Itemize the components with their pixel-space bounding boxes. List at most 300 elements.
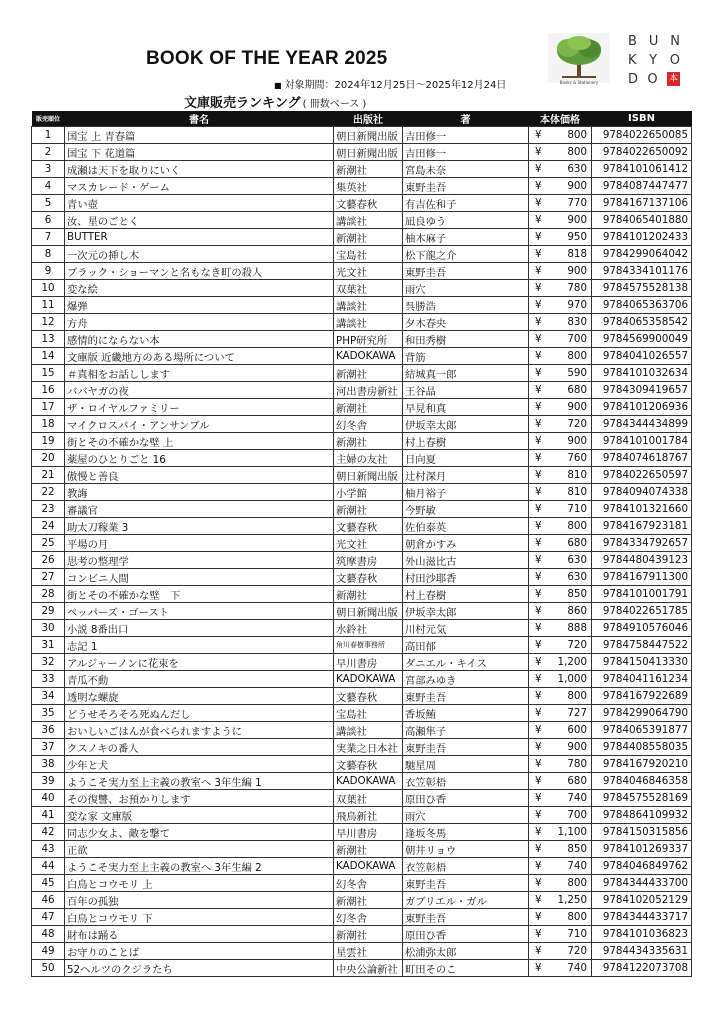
publisher-cell: 文藝春秋 [334, 569, 403, 586]
publisher-cell: 宝島社 [334, 705, 403, 722]
price-amount: 830 [567, 316, 587, 328]
price-cell [529, 535, 592, 552]
author-cell: 外山滋比古 [403, 552, 529, 569]
price-cell [529, 501, 592, 518]
price-cell [529, 892, 592, 909]
publisher-cell: 新潮社 [334, 841, 403, 858]
table-row [32, 943, 692, 960]
price-amount: 900 [567, 265, 587, 277]
author-cell: 原田ひ香 [403, 926, 529, 943]
page-title: BOOK OF THE YEAR 2025 [146, 48, 388, 69]
isbn-cell: 9784150315856 [592, 824, 692, 841]
rank-cell: 11 [32, 297, 65, 314]
currency-symbol: ¥ [535, 146, 542, 158]
table-row [32, 603, 692, 620]
price-cell [529, 195, 592, 212]
price-amount: 600 [567, 724, 587, 736]
author-cell: 松下龍之介 [403, 246, 529, 263]
price-cell [529, 263, 592, 280]
author-cell: 柚月裕子 [403, 484, 529, 501]
isbn-cell: 9784167911300 [592, 569, 692, 586]
title-cell: 一次元の挿し木 [65, 246, 334, 263]
isbn-cell: 9784101202433 [592, 229, 692, 246]
currency-symbol: ¥ [535, 503, 542, 515]
publisher-cell: 新潮社 [334, 501, 403, 518]
isbn-cell: 9784101269337 [592, 841, 692, 858]
period-text: 対象期間：2024年12月25日～2025年12月24日 [284, 80, 507, 91]
price-amount: 700 [567, 333, 587, 345]
publisher-cell: 宝島社 [334, 246, 403, 263]
currency-symbol: ¥ [535, 486, 542, 498]
price-amount: 888 [567, 622, 587, 634]
price-amount: 630 [567, 163, 587, 175]
publisher-cell: 早川書房 [334, 654, 403, 671]
rank-cell: 35 [32, 705, 65, 722]
table-row [32, 467, 692, 484]
title-cell: BUTTER [65, 229, 334, 246]
author-cell: 宮部みゆき [403, 671, 529, 688]
author-cell: 逢坂冬馬 [403, 824, 529, 841]
table-row [32, 348, 692, 365]
author-cell: 馳星周 [403, 756, 529, 773]
publisher-cell: 中央公論新社 [334, 960, 403, 977]
isbn-cell: 9784046846358 [592, 773, 692, 790]
price-amount: 1,000 [557, 673, 587, 685]
price-cell [529, 365, 592, 382]
currency-symbol: ¥ [535, 384, 542, 396]
price-amount: 800 [567, 520, 587, 532]
table-row [32, 722, 692, 739]
currency-symbol: ¥ [535, 163, 542, 175]
table-row [32, 229, 692, 246]
isbn-cell: 9784299064042 [592, 246, 692, 263]
price-amount: 710 [567, 503, 587, 515]
subtitle-note: ( 冊数ベース ) [302, 99, 367, 110]
price-amount: 1,250 [557, 894, 587, 906]
rank-cell: 13 [32, 331, 65, 348]
currency-symbol: ¥ [535, 554, 542, 566]
author-cell: 辻村深月 [403, 467, 529, 484]
isbn-cell: 9784101061412 [592, 161, 692, 178]
table-row [32, 909, 692, 926]
rank-cell: 41 [32, 807, 65, 824]
currency-symbol: ¥ [535, 724, 542, 736]
rank-cell: 1 [32, 127, 65, 144]
price-amount: 630 [567, 554, 587, 566]
title-cell: おいしいごはんが食べられますように [65, 722, 334, 739]
author-cell: 香坂鮪 [403, 705, 529, 722]
price-amount: 900 [567, 180, 587, 192]
currency-symbol: ¥ [535, 588, 542, 600]
price-cell [529, 484, 592, 501]
isbn-cell: 9784167137106 [592, 195, 692, 212]
rank-cell: 25 [32, 535, 65, 552]
price-cell [529, 552, 592, 569]
publisher-cell: 新潮社 [334, 161, 403, 178]
publisher-cell: 水鈴社 [334, 620, 403, 637]
author-cell: 王谷晶 [403, 382, 529, 399]
title-cell: 52ヘルツのクジラたち [65, 960, 334, 977]
isbn-cell: 9784575528138 [592, 280, 692, 297]
title-cell: 思考の整理学 [65, 552, 334, 569]
author-cell: 凪良ゆう [403, 212, 529, 229]
title-cell: ブラック・ショーマンと名もなき町の殺人 [65, 263, 334, 280]
table-row [32, 654, 692, 671]
title-cell: クスノキの番人 [65, 739, 334, 756]
isbn-cell: 9784569900049 [592, 331, 692, 348]
rank-cell: 7 [32, 229, 65, 246]
currency-symbol: ¥ [535, 248, 542, 260]
title-cell: 汝、星のごとく [65, 212, 334, 229]
price-amount: 1,200 [557, 656, 587, 668]
price-cell [529, 127, 592, 144]
publisher-cell: 文藝春秋 [334, 518, 403, 535]
currency-symbol: ¥ [535, 197, 542, 209]
price-amount: 970 [567, 299, 587, 311]
publisher-cell: 講談社 [334, 212, 403, 229]
price-cell [529, 858, 592, 875]
price-amount: 1,100 [557, 826, 587, 838]
price-amount: 710 [567, 928, 587, 940]
price-cell [529, 280, 592, 297]
author-cell: 有吉佐和子 [403, 195, 529, 212]
currency-symbol: ¥ [535, 452, 542, 464]
currency-symbol: ¥ [535, 350, 542, 362]
currency-symbol: ¥ [535, 129, 542, 141]
publisher-cell: 河出書房新社 [334, 382, 403, 399]
table-row [32, 382, 692, 399]
rank-cell: 31 [32, 637, 65, 654]
table-row [32, 688, 692, 705]
currency-symbol: ¥ [535, 809, 542, 821]
price-cell [529, 654, 592, 671]
currency-symbol: ¥ [535, 299, 542, 311]
price-cell [529, 212, 592, 229]
author-cell: 夕木春央 [403, 314, 529, 331]
author-cell: 吉田修一 [403, 127, 529, 144]
price-amount: 630 [567, 571, 587, 583]
author-cell: 今野敏 [403, 501, 529, 518]
isbn-cell: 9784101001791 [592, 586, 692, 603]
table-row [32, 841, 692, 858]
isbn-cell: 9784910576046 [592, 620, 692, 637]
author-cell: 東野圭吾 [403, 688, 529, 705]
table-row [32, 484, 692, 501]
publisher-cell: 新潮社 [334, 399, 403, 416]
rank-cell: 20 [32, 450, 65, 467]
isbn-cell: 9784022651785 [592, 603, 692, 620]
rank-cell: 12 [32, 314, 65, 331]
bunkyodo-logo: B U N K Y O D O 本 [628, 34, 680, 87]
author-cell: 村上春樹 [403, 433, 529, 450]
publisher-cell: 朝日新聞出版 [334, 127, 403, 144]
price-cell [529, 518, 592, 535]
publisher-cell: KADOKAWA [334, 858, 403, 875]
author-cell: 早見和真 [403, 399, 529, 416]
isbn-cell: 9784041161234 [592, 671, 692, 688]
title-cell: 審議官 [65, 501, 334, 518]
table-row [32, 824, 692, 841]
title-cell: マスカレード・ゲーム [65, 178, 334, 195]
currency-symbol: ¥ [535, 622, 542, 634]
title-cell: 同志少女よ、敵を撃て [65, 824, 334, 841]
isbn-cell: 9784480439123 [592, 552, 692, 569]
publisher-cell: 星雲社 [334, 943, 403, 960]
publisher-cell: 小学館 [334, 484, 403, 501]
rank-cell: 2 [32, 144, 65, 161]
isbn-cell: 9784344434899 [592, 416, 692, 433]
isbn-cell: 9784575528169 [592, 790, 692, 807]
table-row [32, 263, 692, 280]
rank-cell: 15 [32, 365, 65, 382]
table-row [32, 195, 692, 212]
price-cell [529, 314, 592, 331]
title-cell: 街とその不確かな壁 上 [65, 433, 334, 450]
table-row [32, 280, 692, 297]
price-amount: 770 [567, 197, 587, 209]
rank-cell: 43 [32, 841, 65, 858]
rank-cell: 16 [32, 382, 65, 399]
rank-cell: 30 [32, 620, 65, 637]
currency-symbol: ¥ [535, 469, 542, 481]
title-cell: どうせそろそろ死ぬんだし [65, 705, 334, 722]
table-row [32, 926, 692, 943]
price-cell [529, 637, 592, 654]
publisher-cell: 新潮社 [334, 892, 403, 909]
title-cell: 方舟 [65, 314, 334, 331]
publisher-cell: 幻冬舎 [334, 416, 403, 433]
publisher-cell: 双葉社 [334, 280, 403, 297]
price-cell [529, 875, 592, 892]
isbn-cell: 9784167922689 [592, 688, 692, 705]
column-header-rank: 販売順位 [32, 111, 65, 127]
price-cell [529, 178, 592, 195]
currency-symbol: ¥ [535, 894, 542, 906]
rank-cell: 8 [32, 246, 65, 263]
currency-symbol: ¥ [535, 605, 542, 617]
title-cell: 変な絵 [65, 280, 334, 297]
isbn-cell: 9784065391877 [592, 722, 692, 739]
publisher-cell: 新潮社 [334, 365, 403, 382]
isbn-cell: 9784167920210 [592, 756, 692, 773]
rank-cell: 10 [32, 280, 65, 297]
title-cell: 国宝 下 花道篇 [65, 144, 334, 161]
author-cell: 朝井リョウ [403, 841, 529, 858]
isbn-cell: 9784334792657 [592, 535, 692, 552]
isbn-cell: 9784434335631 [592, 943, 692, 960]
author-cell: 宮島未奈 [403, 161, 529, 178]
period-line [274, 76, 506, 91]
price-cell [529, 569, 592, 586]
price-cell [529, 722, 592, 739]
rank-cell: 21 [32, 467, 65, 484]
author-cell: 東野圭吾 [403, 178, 529, 195]
isbn-cell: 9784101206936 [592, 399, 692, 416]
author-cell: 呉勝浩 [403, 297, 529, 314]
price-cell [529, 382, 592, 399]
author-cell: 町田そのこ [403, 960, 529, 977]
title-cell: 少年と犬 [65, 756, 334, 773]
publisher-cell: 光文社 [334, 263, 403, 280]
table-row [32, 178, 692, 195]
price-cell [529, 960, 592, 977]
table-row [32, 671, 692, 688]
table-row [32, 433, 692, 450]
rank-cell: 32 [32, 654, 65, 671]
price-amount: 800 [567, 350, 587, 362]
price-amount: 900 [567, 401, 587, 413]
publisher-cell: 早川書房 [334, 824, 403, 841]
title-cell: 成瀬は天下を取りにいく [65, 161, 334, 178]
table-row [32, 314, 692, 331]
title-cell: コンビニ人間 [65, 569, 334, 586]
price-amount: 720 [567, 945, 587, 957]
author-cell: 松浦弥太郎 [403, 943, 529, 960]
rank-cell: 47 [32, 909, 65, 926]
column-header-price: 本体価格 [529, 111, 592, 127]
isbn-cell: 9784041026557 [592, 348, 692, 365]
price-cell [529, 688, 592, 705]
price-amount: 818 [567, 248, 587, 260]
isbn-cell: 9784167923181 [592, 518, 692, 535]
title-cell: 国宝 上 青春篇 [65, 127, 334, 144]
publisher-cell: 飛鳥新社 [334, 807, 403, 824]
publisher-cell: KADOKAWA [334, 773, 403, 790]
rank-cell: 50 [32, 960, 65, 977]
isbn-cell: 9784344433700 [592, 875, 692, 892]
currency-symbol: ¥ [535, 435, 542, 447]
rank-cell: 3 [32, 161, 65, 178]
price-amount: 800 [567, 911, 587, 923]
currency-symbol: ¥ [535, 673, 542, 685]
isbn-cell: 9784101321660 [592, 501, 692, 518]
table-row [32, 552, 692, 569]
author-cell: 東野圭吾 [403, 875, 529, 892]
title-cell: 正欲 [65, 841, 334, 858]
title-cell: 傲慢と善良 [65, 467, 334, 484]
price-amount: 860 [567, 605, 587, 617]
currency-symbol: ¥ [535, 860, 542, 872]
rank-cell: 38 [32, 756, 65, 773]
publisher-cell: 朝日新聞出版 [334, 144, 403, 161]
rank-cell: 26 [32, 552, 65, 569]
currency-symbol: ¥ [535, 843, 542, 855]
author-cell: 佐伯泰英 [403, 518, 529, 535]
price-amount: 800 [567, 146, 587, 158]
title-cell: 感情的にならない本 [65, 331, 334, 348]
currency-symbol: ¥ [535, 741, 542, 753]
author-cell: 雨穴 [403, 280, 529, 297]
table-row [32, 144, 692, 161]
table-row [32, 365, 692, 382]
isbn-cell: 9784094074338 [592, 484, 692, 501]
price-cell [529, 773, 592, 790]
table-row [32, 569, 692, 586]
price-cell [529, 926, 592, 943]
price-amount: 800 [567, 877, 587, 889]
price-cell [529, 246, 592, 263]
author-cell: 東野圭吾 [403, 263, 529, 280]
publisher-cell: 文藝春秋 [334, 195, 403, 212]
price-cell [529, 705, 592, 722]
price-amount: 810 [567, 469, 587, 481]
price-amount: 740 [567, 860, 587, 872]
title-cell: ようこそ実力至上主義の教室へ 3年生編 1 [65, 773, 334, 790]
title-cell: ＃真相をお話しします [65, 365, 334, 382]
rank-cell: 48 [32, 926, 65, 943]
price-cell [529, 331, 592, 348]
author-cell: 高田郁 [403, 637, 529, 654]
table-row [32, 620, 692, 637]
isbn-cell: 9784022650092 [592, 144, 692, 161]
table-row [32, 807, 692, 824]
price-cell [529, 144, 592, 161]
currency-symbol: ¥ [535, 656, 542, 668]
table-row [32, 501, 692, 518]
price-cell [529, 416, 592, 433]
column-header-title: 書名 [65, 111, 334, 127]
author-cell: 川村元気 [403, 620, 529, 637]
rank-cell: 22 [32, 484, 65, 501]
price-cell [529, 229, 592, 246]
tree-logo-icon [548, 33, 610, 95]
table-row [32, 416, 692, 433]
title-cell: 変な家 文庫版 [65, 807, 334, 824]
isbn-cell: 9784074618767 [592, 450, 692, 467]
price-cell [529, 433, 592, 450]
publisher-cell: 角川春樹事務所 [334, 637, 403, 654]
table-row [32, 739, 692, 756]
publisher-cell: 講談社 [334, 297, 403, 314]
price-amount: 950 [567, 231, 587, 243]
currency-symbol: ¥ [535, 418, 542, 430]
title-cell: 薬屋のひとりごと 16 [65, 450, 334, 467]
currency-symbol: ¥ [535, 537, 542, 549]
column-header-author: 著 [403, 111, 529, 127]
currency-symbol: ¥ [535, 928, 542, 940]
table-row [32, 875, 692, 892]
author-cell: ガブリエル・ガル [403, 892, 529, 909]
price-cell [529, 297, 592, 314]
table-row [32, 637, 692, 654]
title-cell: アルジャーノンに花束を [65, 654, 334, 671]
square-bullet-icon: ■ [274, 81, 282, 90]
isbn-cell: 9784150413330 [592, 654, 692, 671]
title-cell: 街とその不確かな壁 下 [65, 586, 334, 603]
price-cell [529, 161, 592, 178]
isbn-cell: 9784065363706 [592, 297, 692, 314]
title-cell: 小説 8番出口 [65, 620, 334, 637]
rank-cell: 5 [32, 195, 65, 212]
price-amount: 780 [567, 282, 587, 294]
currency-symbol: ¥ [535, 639, 542, 651]
price-cell [529, 450, 592, 467]
author-cell: 背筋 [403, 348, 529, 365]
price-cell [529, 943, 592, 960]
price-cell [529, 909, 592, 926]
publisher-cell: 筑摩書房 [334, 552, 403, 569]
publisher-cell: 新潮社 [334, 229, 403, 246]
currency-symbol: ¥ [535, 758, 542, 770]
author-cell: 朝倉かすみ [403, 535, 529, 552]
rank-cell: 42 [32, 824, 65, 841]
price-amount: 900 [567, 214, 587, 226]
price-amount: 900 [567, 435, 587, 447]
isbn-cell: 9784864109932 [592, 807, 692, 824]
title-cell: 財布は踊る [65, 926, 334, 943]
currency-symbol: ¥ [535, 877, 542, 889]
price-amount: 800 [567, 129, 587, 141]
